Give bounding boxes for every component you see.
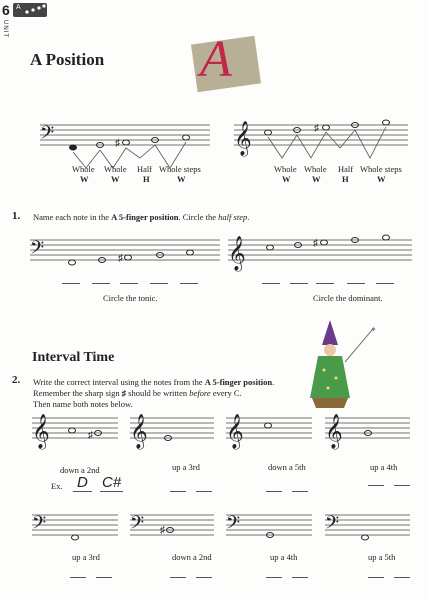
svg-text:♯: ♯ bbox=[313, 238, 318, 249]
svg-text:𝄢: 𝄢 bbox=[130, 512, 145, 537]
page-number: 6 bbox=[2, 2, 10, 18]
note-a bbox=[265, 130, 272, 135]
exercise1-number: 1. bbox=[12, 210, 21, 222]
bass-clef-icon: 𝄢 bbox=[30, 237, 45, 262]
note-c-sharp bbox=[323, 125, 330, 130]
exercise2-number: 2. bbox=[12, 374, 21, 386]
treble-clef-icon: 𝄞 bbox=[228, 237, 246, 270]
exercise1-instruction: Name each note in the A 5-finger position. Circle the half step. bbox=[33, 212, 250, 222]
example-answer: D C# bbox=[73, 474, 123, 491]
interval-label: down a 5th bbox=[268, 462, 306, 472]
svg-text:♯: ♯ bbox=[118, 253, 123, 264]
svg-text:𝄞: 𝄞 bbox=[32, 415, 50, 448]
note-a bbox=[70, 145, 77, 150]
notes-treble-exercise1 bbox=[267, 235, 390, 250]
a-badge-letter: A bbox=[200, 31, 232, 88]
svg-text:𝄢: 𝄢 bbox=[32, 512, 47, 537]
exercise2-instruction: Write the correct interval using the notes from the A 5-finger position. Remember the sharp sign ♯ should be written before every C. Then name both notes below. bbox=[33, 377, 275, 409]
sharp-icon: ♯ bbox=[314, 123, 319, 134]
wizard-illustration bbox=[310, 320, 377, 408]
unit-label: UNIT bbox=[2, 20, 8, 38]
svg-text:𝄢: 𝄢 bbox=[325, 512, 340, 537]
interval-label: up a 4th bbox=[270, 552, 298, 562]
example-label: Ex. bbox=[51, 481, 63, 491]
step-label: Half bbox=[137, 164, 153, 174]
svg-text:𝄞: 𝄞 bbox=[130, 415, 148, 448]
staff-treble-exercise1 bbox=[228, 240, 412, 260]
interval-label: up a 5th bbox=[368, 552, 396, 562]
sharp-icon: ♯ bbox=[115, 138, 120, 149]
caption-circle-dominant: Circle the dominant. bbox=[313, 293, 383, 303]
note-c-sharp bbox=[123, 140, 130, 145]
bass-clef-icon: 𝄢 bbox=[40, 122, 55, 147]
caption-circle-tonic: Circle the tonic. bbox=[103, 293, 158, 303]
interval-label: down a 2nd bbox=[172, 552, 212, 562]
svg-text:𝄢: 𝄢 bbox=[226, 512, 241, 537]
note-e bbox=[383, 120, 390, 125]
note-e bbox=[183, 135, 190, 140]
section-title-interval-time: Interval Time bbox=[32, 350, 115, 365]
svg-text:✦: ✦ bbox=[370, 325, 377, 334]
interval-label: up a 3rd bbox=[172, 462, 200, 472]
svg-text:𝄞: 𝄞 bbox=[325, 415, 343, 448]
treble-clef-icon: 𝄞 bbox=[234, 122, 252, 155]
interval-label: up a 4th bbox=[370, 462, 398, 472]
svg-text:♯: ♯ bbox=[88, 430, 93, 441]
step-label: Whole bbox=[72, 164, 95, 174]
unit-letter: A bbox=[16, 4, 21, 11]
step-label: Whole bbox=[104, 164, 127, 174]
section-title-a-position: A Position bbox=[30, 50, 105, 69]
step-label: Whole steps bbox=[159, 164, 201, 174]
notes-bass-a-position bbox=[70, 135, 190, 150]
notes-bass-exercise1 bbox=[69, 250, 194, 265]
svg-text:𝄞: 𝄞 bbox=[226, 415, 244, 448]
interval-label: up a 3rd bbox=[72, 552, 100, 562]
svg-text:♯: ♯ bbox=[160, 525, 165, 536]
step-wedges-treble bbox=[268, 127, 386, 158]
interval-label: down a 2nd bbox=[60, 465, 100, 475]
